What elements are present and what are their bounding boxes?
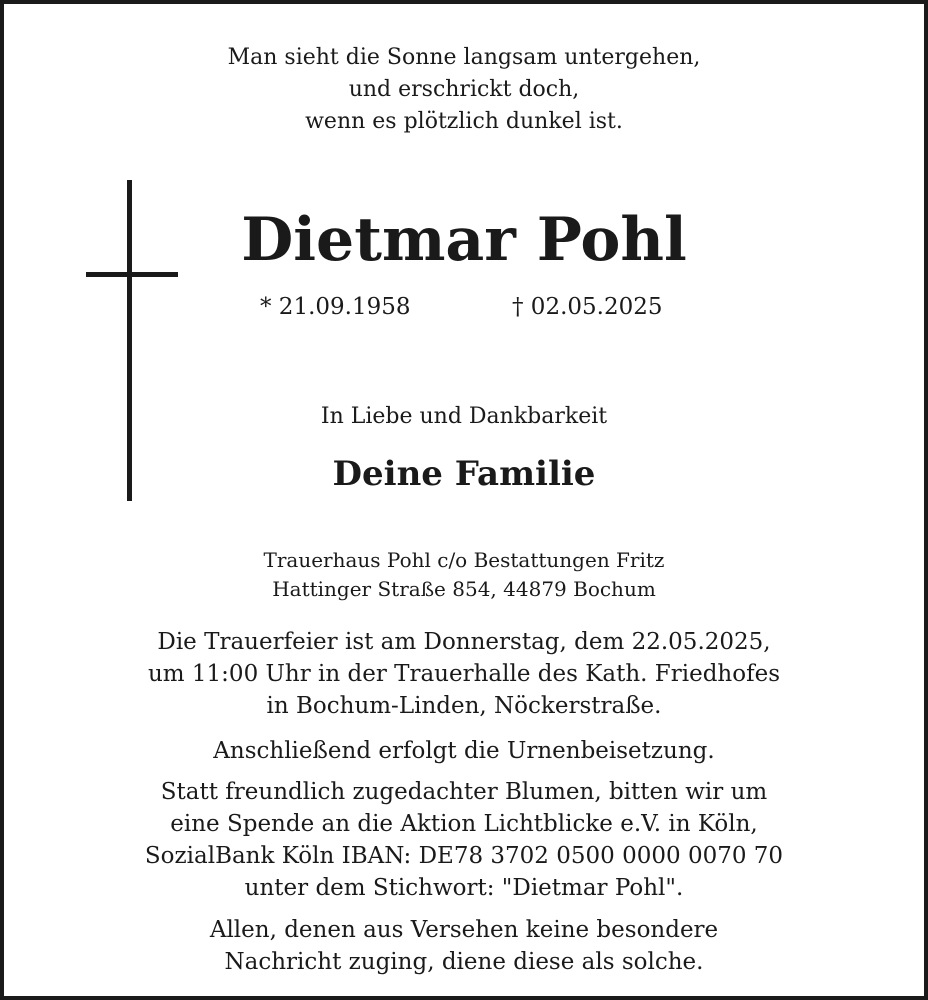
life-dates <box>4 294 924 328</box>
closing-notice <box>4 914 924 978</box>
address-line: Trauerhaus Pohl c/o Bestattungen Fritz <box>263 548 665 572</box>
donation-line: unter dem Stichwort: "Dietmar Pohl". <box>244 875 684 901</box>
donation-line: Statt freundlich zugedachter Blumen, bitten wir um <box>160 779 768 805</box>
poem-line: und erschrickt doch, <box>348 77 580 102</box>
donation-info <box>4 776 924 904</box>
poem-line: Man sieht die Sonne langsam untergehen, <box>227 45 701 70</box>
deceased-name: Dietmar Pohl <box>241 205 687 275</box>
burial-info: Anschließend erfolgt die Urnenbeisetzung. <box>213 738 715 764</box>
mourning-address <box>4 546 924 604</box>
donation-line: eine Spende an die Aktion Lichtblicke e.V. in Köln, <box>170 811 758 837</box>
notice-line: Nachricht zuging, diene diese als solche. <box>224 949 704 975</box>
ceremony-line: in Bochum-Linden, Nöckerstraße. <box>266 693 662 719</box>
notice-line: Allen, denen aus Versehen keine besondere <box>209 917 719 943</box>
signature-intro: In Liebe und Dankbarkeit <box>320 404 608 429</box>
ceremony-line: Die Trauerfeier ist am Donnerstag, dem 22.05.2025, <box>157 629 771 655</box>
address-line: Hattinger Straße 854, 44879 Bochum <box>272 577 656 601</box>
poem <box>4 42 924 138</box>
ceremony-info <box>4 626 924 722</box>
donation-line: SozialBank Köln IBAN: DE78 3702 0500 0000 0070 70 <box>144 843 784 869</box>
ceremony-line: um 11:00 Uhr in der Trauerhalle des Kath. Friedhofes <box>147 661 781 687</box>
birth-date: * 21.09.1958 <box>260 294 411 320</box>
death-date: † 02.05.2025 <box>512 294 663 320</box>
poem-line: wenn es plötzlich dunkel ist. <box>305 109 623 134</box>
signature-family: Deine Familie <box>332 454 596 494</box>
